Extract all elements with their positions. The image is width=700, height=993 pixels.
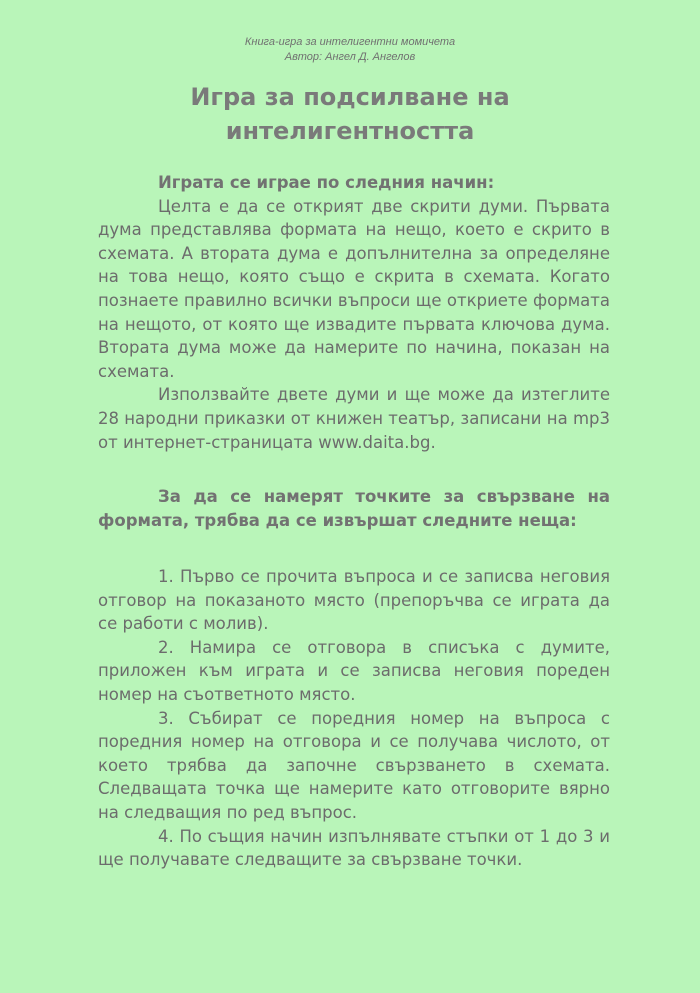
page-title-line-2: интелигентността [225,117,475,145]
steps-list [98,565,610,872]
step-item: 2. Намира се отговора в списъка с думите, приложен към играта и се записва неговия пореден номер на съответното място. [98,637,610,704]
author-header: Автор: Ангел Д. Ангелов [284,51,416,63]
page-title-line-1: Игра за подсилване на [190,83,510,111]
intro-heading: Играта се играе по следния начин: [158,173,495,192]
intro-paragraph-1: Целта е да се открият две скрити думи. Първата дума представлява формата на нещо, което е скрито в схемата. А втората дума е допълнителна за определяне на това нещо, която също е скрита в схемата. Когато познаете правилно всички въпроси ще откриете формата на нещото, от която ще извадите първата ключова дума. Втората дума може да намерите по начина, показан на схемата. [98,196,610,381]
step-item: 3. Събират се поредния номер на въпроса с поредния номер на отговора и се получава числото, от което трябва да започне свързването в схемата. Следващата точка ще намерите като отговорите вярно на следващия по ред въпрос. [98,708,610,822]
intro-paragraph-2: Използвайте двете думи и ще може да изтеглите 28 народни приказки от книжен театър, записани на mp3 от интернет-страницата www.daita.bg. [98,385,610,452]
steps-heading-section [98,485,610,532]
steps-heading: За да се намерят точките за свързване на формата, трябва да се извършат следните неща: [98,487,610,530]
book-title-header: Книга-игра за интелигентни момичета [244,36,456,48]
step-item: 1. Първо се прочита въпроса и се записва неговия отговор на показаното място (препоръчва се играта да се работи с молив). [98,567,610,634]
step-item: 4. По същия начин изпълнявате стъпки от 1 до 3 и ще получавате следващите за свързване точки. [98,826,610,870]
intro-section [98,171,610,454]
